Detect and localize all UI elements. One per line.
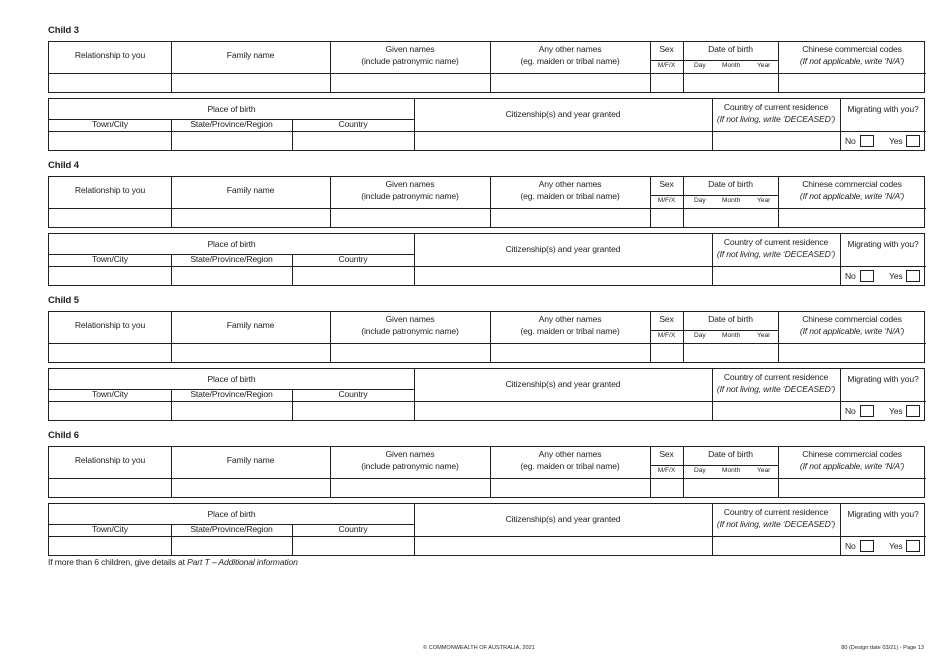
state-label: State/Province/Region bbox=[190, 254, 273, 264]
dob-year-label: Year bbox=[757, 332, 771, 339]
dob-day-label: Day bbox=[694, 62, 706, 69]
chinese-codes-label: Chinese commercial codes (If not applicable, write ‘N/A’) bbox=[799, 449, 905, 471]
migrating-no-checkbox[interactable] bbox=[860, 405, 874, 417]
given-names-label: Given names (include patronymic name) bbox=[361, 179, 459, 201]
state-input[interactable] bbox=[172, 537, 291, 555]
sex-input[interactable] bbox=[651, 344, 682, 362]
chinese-codes-input[interactable] bbox=[779, 479, 925, 497]
child-3-birth-table bbox=[48, 98, 925, 151]
row-divider bbox=[683, 60, 778, 61]
dob-month-label: Month bbox=[722, 197, 741, 204]
given-names-input[interactable] bbox=[331, 209, 489, 227]
row-divider bbox=[650, 195, 683, 196]
dob-year-label: Year bbox=[757, 62, 771, 69]
migrating-yes-label: Yes bbox=[889, 406, 903, 416]
relationship-input[interactable] bbox=[50, 74, 170, 92]
dob-day-label: Day bbox=[694, 332, 706, 339]
family-name-label: Family name bbox=[226, 50, 275, 60]
country-label: Country bbox=[338, 254, 368, 264]
child-4-title: Child 4 bbox=[48, 160, 79, 171]
sex-input[interactable] bbox=[651, 74, 682, 92]
town-input[interactable] bbox=[50, 402, 170, 420]
migrating-no-checkbox[interactable] bbox=[860, 135, 874, 147]
child-3-title: Child 3 bbox=[48, 25, 79, 36]
given-names-label: Given names (include patronymic name) bbox=[361, 314, 459, 336]
other-names-input[interactable] bbox=[491, 74, 649, 92]
row-divider bbox=[683, 330, 778, 331]
migrating-label: Migrating with you? bbox=[847, 509, 919, 519]
row-divider bbox=[650, 465, 683, 466]
chinese-codes-input[interactable] bbox=[779, 74, 925, 92]
dob-input[interactable] bbox=[684, 209, 777, 227]
other-names-label: Any other names (eg. maiden or tribal name) bbox=[520, 44, 620, 66]
dob-month-label: Month bbox=[722, 467, 741, 474]
migrating-yes-checkbox[interactable] bbox=[906, 270, 920, 282]
town-input[interactable] bbox=[50, 537, 170, 555]
sex-label: Sex bbox=[659, 449, 674, 459]
migrating-label: Migrating with you? bbox=[847, 374, 919, 384]
state-label: State/Province/Region bbox=[190, 389, 273, 399]
migrating-yes-checkbox[interactable] bbox=[906, 405, 920, 417]
family-name-label: Family name bbox=[226, 185, 275, 195]
citizenship-label: Citizenship(s) and year granted bbox=[505, 514, 621, 524]
citizenship-input[interactable] bbox=[415, 402, 711, 420]
child-3-details-table bbox=[48, 41, 925, 93]
page-number-footer: 80 (Design date 03/21) - Page 13 bbox=[841, 645, 924, 651]
given-names-input[interactable] bbox=[331, 479, 489, 497]
migrating-label: Migrating with you? bbox=[847, 239, 919, 249]
residence-input[interactable] bbox=[713, 537, 839, 555]
country-label: Country bbox=[338, 119, 368, 129]
relationship-label: Relationship to you bbox=[74, 50, 146, 60]
migrating-no-label: No bbox=[845, 271, 856, 281]
other-names-input[interactable] bbox=[491, 344, 649, 362]
relationship-input[interactable] bbox=[50, 344, 170, 362]
state-label: State/Province/Region bbox=[190, 524, 273, 534]
migrating-yes-label: Yes bbox=[889, 271, 903, 281]
family-name-input[interactable] bbox=[172, 209, 329, 227]
other-names-input[interactable] bbox=[491, 209, 649, 227]
sex-label: Sex bbox=[659, 179, 674, 189]
child-6-details-table bbox=[48, 446, 925, 498]
family-name-label: Family name bbox=[226, 455, 275, 465]
town-label: Town/City bbox=[92, 524, 128, 534]
copyright-footer: © COMMONWEALTH OF AUSTRALIA, 2021 bbox=[423, 645, 535, 651]
family-name-input[interactable] bbox=[172, 344, 329, 362]
given-names-input[interactable] bbox=[331, 74, 489, 92]
dob-input[interactable] bbox=[684, 344, 777, 362]
relationship-input[interactable] bbox=[50, 209, 170, 227]
dob-input[interactable] bbox=[684, 479, 777, 497]
child-6-title: Child 6 bbox=[48, 430, 79, 441]
town-label: Town/City bbox=[92, 389, 128, 399]
child-6-birth-table bbox=[48, 503, 925, 556]
chinese-codes-label: Chinese commercial codes (If not applicable, write ‘N/A’) bbox=[799, 314, 905, 336]
migrating-yes-label: Yes bbox=[889, 136, 903, 146]
migrating-no-checkbox[interactable] bbox=[860, 540, 874, 552]
dob-day-label: Day bbox=[694, 467, 706, 474]
family-name-input[interactable] bbox=[172, 74, 329, 92]
migrating-no-label: No bbox=[845, 541, 856, 551]
other-names-label: Any other names (eg. maiden or tribal name) bbox=[520, 449, 620, 471]
country-input[interactable] bbox=[293, 267, 413, 285]
town-input[interactable] bbox=[50, 267, 170, 285]
town-label: Town/City bbox=[92, 254, 128, 264]
dob-year-label: Year bbox=[757, 197, 771, 204]
place-of-birth-label: Place of birth bbox=[207, 239, 256, 249]
migrating-yes-checkbox[interactable] bbox=[906, 135, 920, 147]
dob-month-label: Month bbox=[722, 332, 741, 339]
other-names-input[interactable] bbox=[491, 479, 649, 497]
citizenship-input[interactable] bbox=[415, 267, 711, 285]
dob-label: Date of birth bbox=[708, 314, 753, 324]
town-label: Town/City bbox=[92, 119, 128, 129]
citizenship-input[interactable] bbox=[415, 537, 711, 555]
citizenship-label: Citizenship(s) and year granted bbox=[505, 109, 621, 119]
country-input[interactable] bbox=[293, 402, 413, 420]
chinese-codes-input[interactable] bbox=[779, 344, 925, 362]
migrating-no-checkbox[interactable] bbox=[860, 270, 874, 282]
other-names-label: Any other names (eg. maiden or tribal name) bbox=[520, 314, 620, 336]
dob-input[interactable] bbox=[684, 74, 777, 92]
sex-label: Sex bbox=[659, 314, 674, 324]
migrating-label: Migrating with you? bbox=[847, 104, 919, 114]
state-input[interactable] bbox=[172, 132, 291, 150]
migrating-no-label: No bbox=[845, 136, 856, 146]
migrating-yes-label: Yes bbox=[889, 541, 903, 551]
row-divider bbox=[650, 330, 683, 331]
country-input[interactable] bbox=[293, 537, 413, 555]
dob-label: Date of birth bbox=[708, 44, 753, 54]
other-names-label: Any other names (eg. maiden or tribal name) bbox=[520, 179, 620, 201]
residence-input[interactable] bbox=[713, 267, 839, 285]
row-divider bbox=[683, 195, 778, 196]
family-name-input[interactable] bbox=[172, 479, 329, 497]
place-of-birth-label: Place of birth bbox=[207, 374, 256, 384]
country-label: Country bbox=[338, 524, 368, 534]
child-4-details-table bbox=[48, 176, 925, 228]
sex-options-label: M/F/X bbox=[657, 62, 676, 69]
dob-month-label: Month bbox=[722, 62, 741, 69]
sex-label: Sex bbox=[659, 44, 674, 54]
chinese-codes-label: Chinese commercial codes (If not applicable, write ‘N/A’) bbox=[799, 44, 905, 66]
given-names-label: Given names (include patronymic name) bbox=[361, 449, 459, 471]
chinese-codes-label: Chinese commercial codes (If not applicable, write ‘N/A’) bbox=[799, 179, 905, 201]
chinese-codes-input[interactable] bbox=[779, 209, 925, 227]
place-of-birth-label: Place of birth bbox=[207, 104, 256, 114]
child-5-birth-table bbox=[48, 368, 925, 421]
child-5-title: Child 5 bbox=[48, 295, 79, 306]
child-4-birth-table bbox=[48, 233, 925, 286]
state-label: State/Province/Region bbox=[190, 119, 273, 129]
town-input[interactable] bbox=[50, 132, 170, 150]
given-names-label: Given names (include patronymic name) bbox=[361, 44, 459, 66]
citizenship-label: Citizenship(s) and year granted bbox=[505, 244, 621, 254]
residence-label: Country of current residence (If not living, write ‘DECEASED’) bbox=[716, 507, 836, 529]
state-input[interactable] bbox=[172, 402, 291, 420]
family-name-label: Family name bbox=[226, 320, 275, 330]
country-label: Country bbox=[338, 389, 368, 399]
citizenship-label: Citizenship(s) and year granted bbox=[505, 379, 621, 389]
residence-input[interactable] bbox=[713, 132, 839, 150]
migrating-yes-checkbox[interactable] bbox=[906, 540, 920, 552]
residence-label: Country of current residence (If not living, write ‘DECEASED’) bbox=[716, 372, 836, 394]
relationship-input[interactable] bbox=[50, 479, 170, 497]
row-divider bbox=[683, 465, 778, 466]
sex-options-label: M/F/X bbox=[657, 197, 676, 204]
residence-label: Country of current residence (If not living, write ‘DECEASED’) bbox=[716, 102, 836, 124]
relationship-label: Relationship to you bbox=[74, 185, 146, 195]
relationship-label: Relationship to you bbox=[74, 455, 146, 465]
dob-label: Date of birth bbox=[708, 179, 753, 189]
residence-input[interactable] bbox=[713, 402, 839, 420]
migrating-no-label: No bbox=[845, 406, 856, 416]
additional-children-note: If more than 6 children, give details at Part T – Additional information bbox=[48, 557, 298, 567]
sex-input[interactable] bbox=[651, 209, 682, 227]
residence-label: Country of current residence (If not living, write ‘DECEASED’) bbox=[716, 237, 836, 259]
given-names-input[interactable] bbox=[331, 344, 489, 362]
relationship-label: Relationship to you bbox=[74, 320, 146, 330]
sex-options-label: M/F/X bbox=[657, 332, 676, 339]
sex-options-label: M/F/X bbox=[657, 467, 676, 474]
dob-label: Date of birth bbox=[708, 449, 753, 459]
child-5-details-table bbox=[48, 311, 925, 363]
sex-input[interactable] bbox=[651, 479, 682, 497]
citizenship-input[interactable] bbox=[415, 132, 711, 150]
place-of-birth-label: Place of birth bbox=[207, 509, 256, 519]
country-input[interactable] bbox=[293, 132, 413, 150]
row-divider bbox=[650, 60, 683, 61]
state-input[interactable] bbox=[172, 267, 291, 285]
dob-day-label: Day bbox=[694, 197, 706, 204]
dob-year-label: Year bbox=[757, 467, 771, 474]
